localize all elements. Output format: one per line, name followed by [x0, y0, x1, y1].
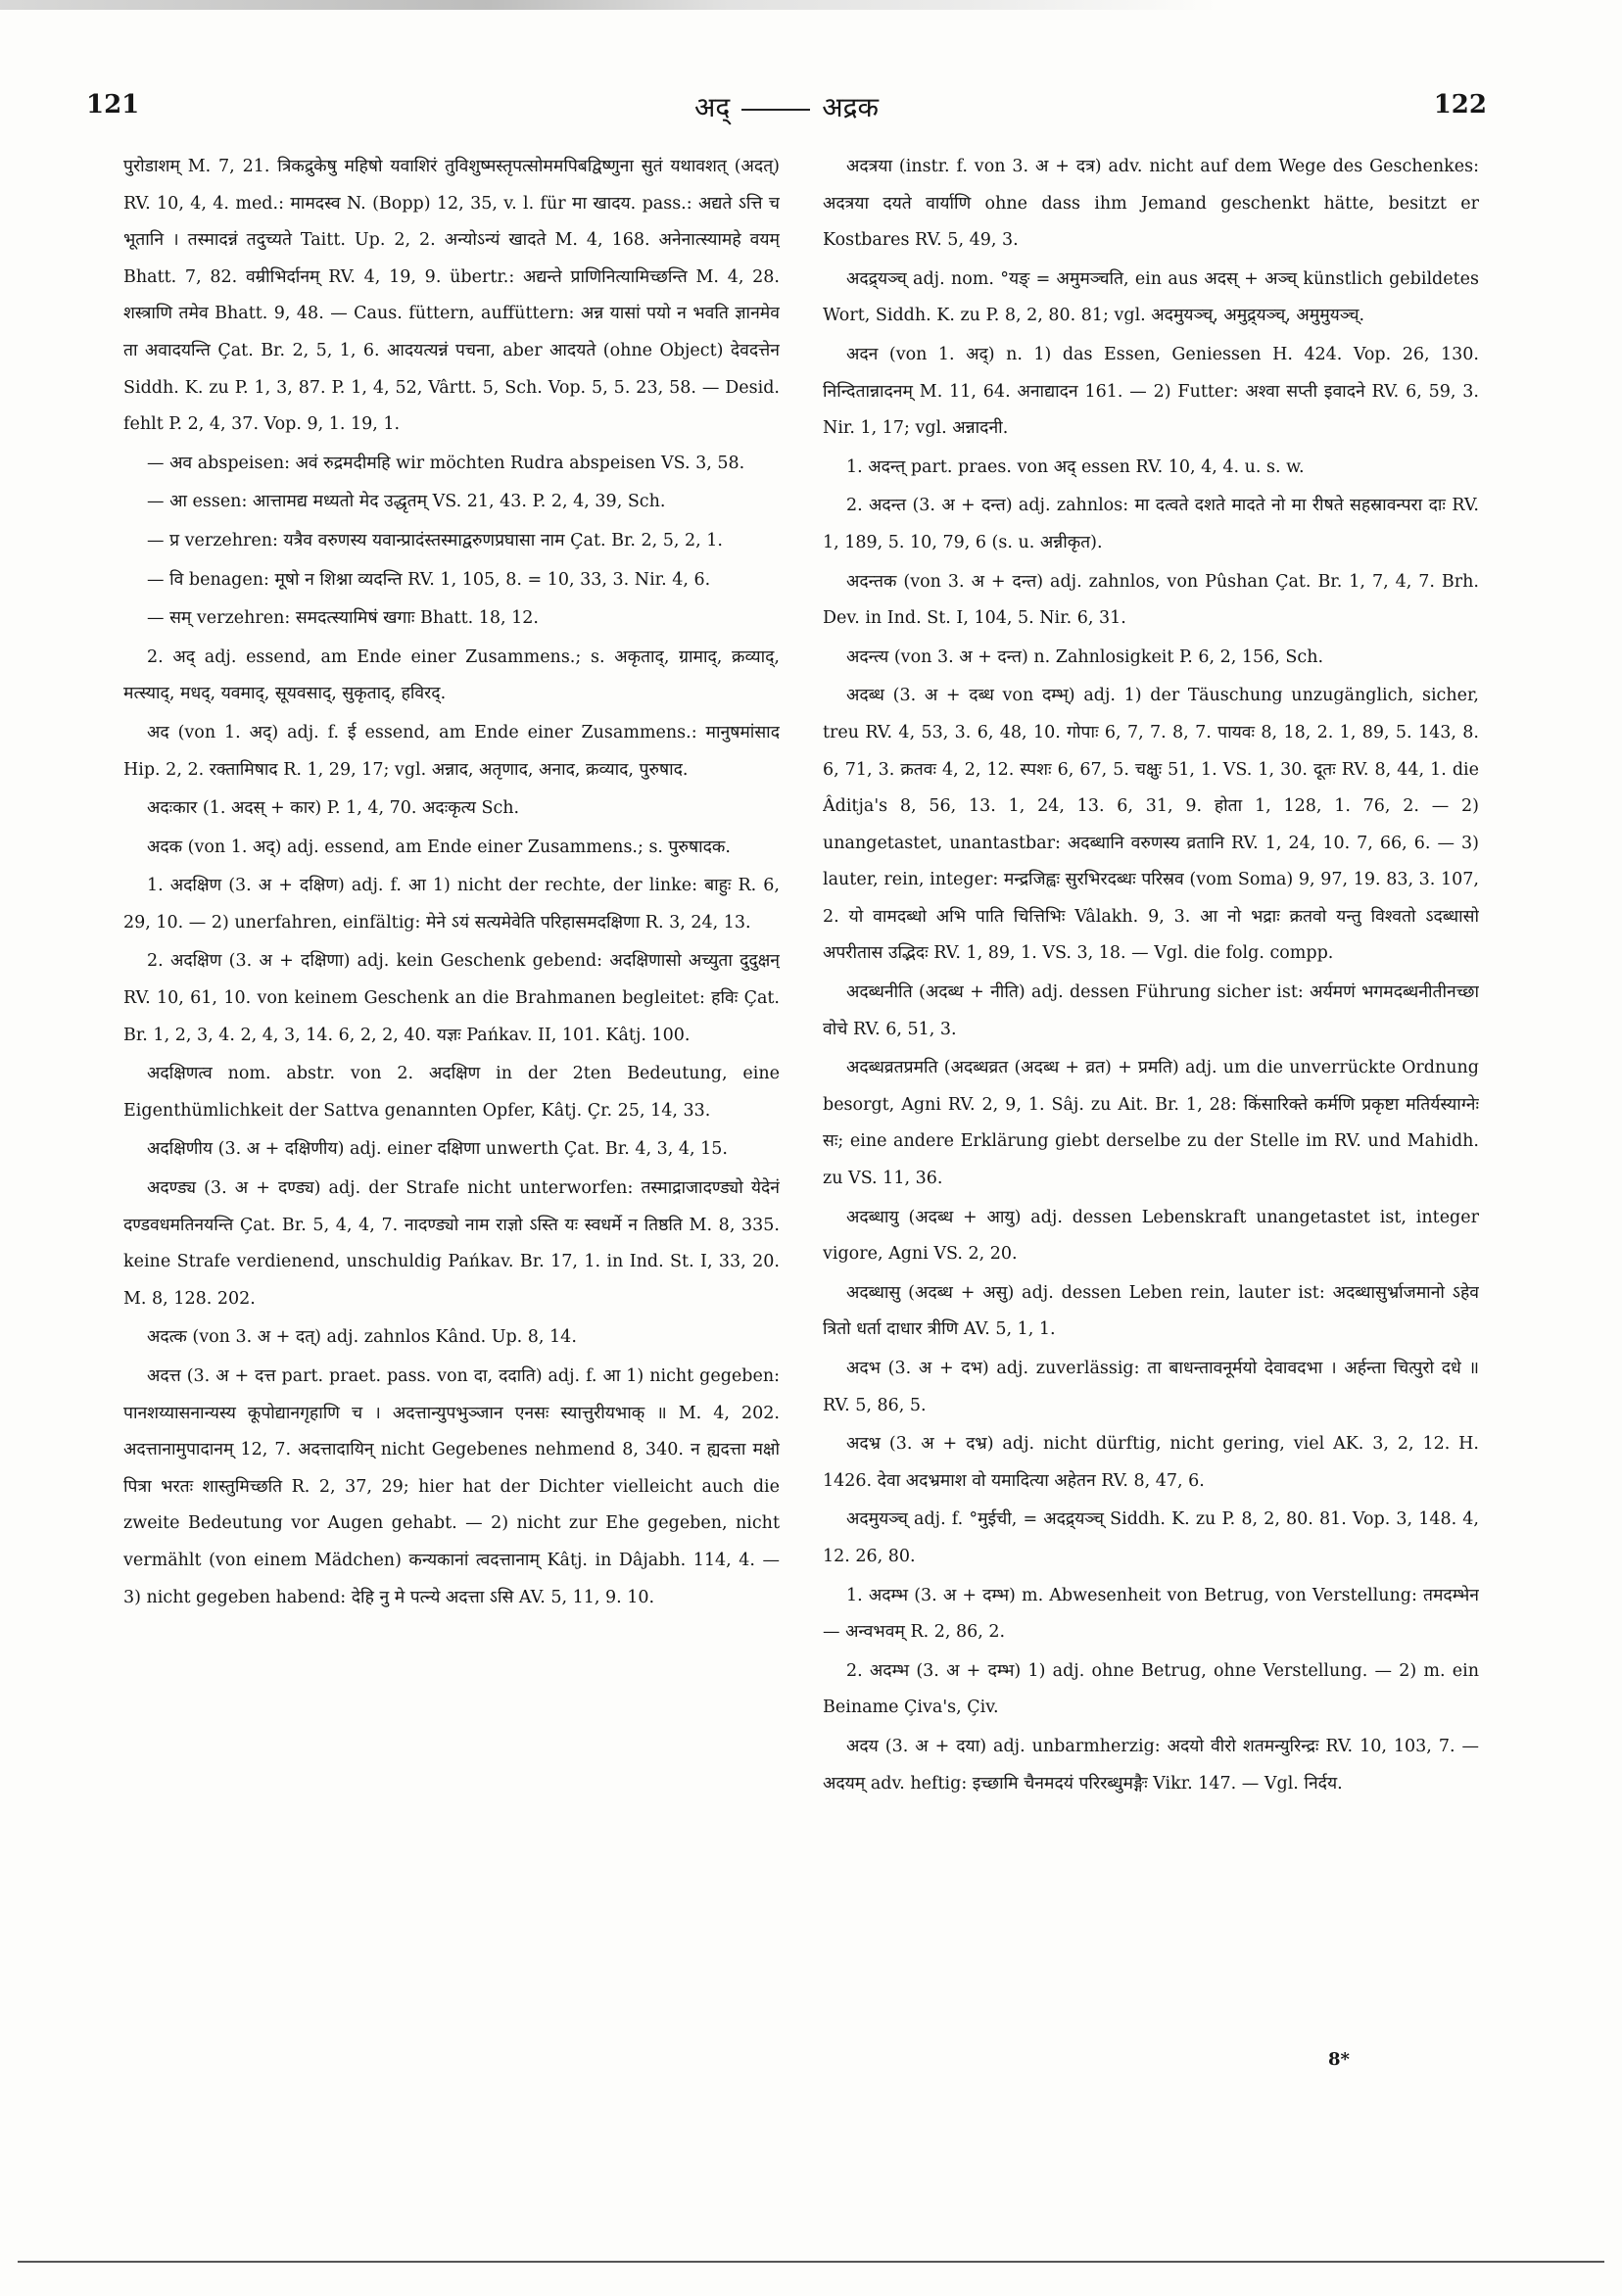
entry-paragraph: — आ essen: आत्तामद्य मध्यतो मेद उद्धृतम् VS. 21, 43. P. 2, 4, 39, Sch.	[147, 492, 666, 512]
entry-paragraph: अदण्ड्य (3. अ + दण्ड्य) adj. der Strafe nicht unterworfen: तस्माद्राजादण्ड्यो येदेनं दण्डवधमतिनयन्ति Çat. Br. 5, 4, 4, 7. नादण्ड्यो नाम राज्ञो ऽस्ति यः स्वधर्मे न तिष्ठति M. 8, 335. keine Strafe verdienend, unschuldig Pańkav. Br. 17, 1. in Ind. St. I, 33, 20. M. 8, 128. 202.	[123, 1178, 780, 1309]
running-headword	[86, 88, 1487, 125]
signature-mark: 8*	[1328, 2049, 1350, 2070]
entry-paragraph: 1. अदम्भ (3. अ + दम्भ) m. Abwesenheit von Betrug, von Verstellung: तमदम्भेन — अन्वभवम् R. 2, 86, 2.	[823, 1585, 1479, 1643]
entry-paragraph: अदन्त्य (von 3. अ + दन्त) n. Zahnlosigkeit P. 6, 2, 156, Sch.	[846, 646, 1324, 667]
entry-paragraph: अदक (von 1. अद्) adj. essend, am Ende einer Zusammens.; s. पुरुषादक.	[147, 837, 731, 857]
entry-paragraph: अदःकार (1. अदस् + कार) P. 1, 4, 70. अदःकृत्य Sch.	[147, 798, 520, 819]
entry-paragraph: — सम् verzehren: समदत्स्यामिषं खगाः Bhatt. 18, 12.	[147, 608, 539, 629]
entry-paragraph: अदभ्र (3. अ + दभ्र) adj. nicht dürftig, nicht gering, viel AK. 3, 2, 12. H. 1426. देवा अदभ्रमाश वो यमादित्या अहेतन RV. 8, 47, 6.	[823, 1434, 1479, 1491]
entry-paragraph: 2. अदम्भ (3. अ + दम्भ) 1) adj. ohne Betrug, ohne Verstellung. — 2) m. ein Beiname Çiva's, Çiv.	[823, 1660, 1479, 1718]
entry-paragraph: 1. अदन्त् part. praes. von अद् essen RV. 10, 4, 4. u. s. w.	[846, 456, 1305, 477]
entry-paragraph: 2. अदन्त (3. अ + दन्त) adj. zahnlos: मा दत्वते दशते मादते नो मा रीषते सहस्रावन्परा दाः RV. 1, 189, 5. 10, 79, 6 (s. u. अन्नीकृत).	[823, 496, 1479, 552]
entry-paragraph: अदन (von 1. अद्) n. 1) das Essen, Geniessen H. 424. Vop. 26, 130. निन्दितान्नादनम् M. 11, 64. अनाद्यादन 161. — 2) Futter: अश्वा सप्ती इवादने RV. 6, 59, 3. Nir. 1, 17; vgl. अन्नादनी.	[823, 344, 1479, 439]
headword-dash	[741, 109, 810, 111]
entry-paragraph: — प्र verzehren: यत्रैव वरुणस्य यवान्प्रादंस्तस्माद्वरुणप्रघासा नाम Çat. Br. 2, 5, 2, 1.	[147, 530, 723, 550]
entry-paragraph: अदब्धायु (अदब्ध + आयु) adj. dessen Lebenskraft unangetastet ist, integer vigore, Agni VS. 2, 20.	[823, 1207, 1479, 1265]
headword-from: अद्	[693, 91, 731, 123]
scan-edge-artifact	[0, 0, 1622, 10]
entry-paragraph: अदय (3. अ + दया) adj. unbarmherzig: अदयो वीरो शतमन्युरिन्द्रः RV. 10, 103, 7. — अदयम् adv. heftig: इच्छामि चैनमदयं परिरब्धुमङ्गैः Vikr. 147. — Vgl. निर्दय.	[823, 1736, 1479, 1794]
entry-paragraph: पुरोडाशम् M. 7, 21. त्रिकद्रुकेषु महिषो यवाशिरं तुविशुष्मस्तृपत्सोममपिबद्विष्णुना सुतं यथावशत् (अदत्) RV. 10, 4, 4. med.: मामदस्व N. (Bopp) 12, 35, v. l. für मा खादय. pass.: अद्यते ऽत्ति च भूतानि । तस्मादन्नं तदुच्यते Taitt. Up. 2, 2. अन्योऽन्यं खादते M. 4, 168. अनेनात्स्यामहे वयम् Bhatt. 7, 82. वम्रीभिर्दानम् RV. 4, 19, 9. übertr.: अद्यन्ते प्राणिनित्यामिच्छन्ति M. 4, 28. शस्त्राणि तमेव Bhatt. 9, 48. — Caus. füttern, auffüttern: अन्न यासां पयो न भवति ज्ञानमेव ता अवादयन्ति Çat. Br. 2, 5, 1, 6. आदयत्यन्नं पचना, aber आदयते (ohne Object) देवदत्तेन Siddh. K. zu P. 1, 3, 87. P. 1, 4, 52, Vârtt. 5, Sch. Vop. 5, 5. 23, 58. — Desid. fehlt P. 2, 4, 37. Vop. 9, 1. 19, 1.	[123, 157, 780, 435]
entry-paragraph: 2. अदक्षिण (3. अ + दक्षिणा) adj. kein Geschenk gebend: अदक्षिणासो अच्युता दुदुक्षन् RV. 10, 61, 10. von keinem Geschenk an die Brahmanen begleitet: हविः Çat. Br. 1, 2, 3, 4. 2, 4, 3, 14. 6, 2, 2, 40. यज्ञः Pańkav. II, 101. Kâtj. 100.	[123, 951, 780, 1045]
entry-paragraph: — वि benagen: मूषो न शिश्ना व्यदन्ति RV. 1, 105, 8. = 10, 33, 3. Nir. 4, 6.	[147, 569, 711, 590]
entry-paragraph: अदभ (3. अ + दभ) adj. zuverlässig: ता बाधन्तावनूर्मयो देवावदभा । अर्हन्ता चित्पुरो दधे ॥ RV. 5, 86, 5.	[823, 1359, 1479, 1415]
entry-paragraph: अदब्धनीति (अदब्ध + नीति) adj. dessen Führung sicher ist: अर्यमणं भगमदब्धनीतीनच्छा वोचे RV. 6, 51, 3.	[823, 982, 1479, 1039]
right-column	[823, 149, 1479, 2039]
entry-paragraph: अदत्क (von 3. अ + दत्) adj. zahnlos Kând. Up. 8, 14.	[147, 1327, 577, 1348]
entry-paragraph: अदद्र्यञ्च् adj. nom. °यङ् = अमुमञ्चति, ein aus अदस् + अञ्च् künstlich gebildetes Wort, Siddh. K. zu P. 8, 2, 80. 81; vgl. अदमुयञ्च्, अमुद्र्यञ्च्, अमुमुयञ्च्.	[823, 268, 1479, 326]
entry-paragraph: अदन्तक (von 3. अ + दन्त) adj. zahnlos, von Pûshan Çat. Br. 1, 7, 4, 7. Brh. Dev. in Ind. St. I, 104, 5. Nir. 6, 31.	[823, 571, 1479, 629]
entry-paragraph: अदब्धासु (अदब्ध + असु) adj. dessen Leben rein, lauter ist: अदब्धासुर्भ्राजमानो ऽहेव त्रितो धर्ता दाधार त्रीणि AV. 5, 1, 1.	[823, 1282, 1479, 1340]
entry-paragraph: अदमुयञ्च् adj. f. °मुईची, = अदद्र्यञ्च् Siddh. K. zu P. 8, 2, 80. 81. Vop. 3, 148. 4, 12. 26, 80.	[823, 1509, 1479, 1566]
entry-paragraph: अदब्धव्रतप्रमति (अदब्धव्रत (अदब्ध + व्रत) + प्रमति) adj. um die unverrückte Ordnung besorgt, Agni RV. 2, 9, 1. Sâj. zu Ait. Br. 1, 28: किंसारिक्ते कर्मणि प्रकृष्टा मतिर्यस्याग्नेः सः; eine andere Erklärung giebt derselbe zu der Stelle im RV. und Mahidh. zu VS. 11, 36.	[823, 1058, 1479, 1189]
entry-paragraph: अदत्रया (instr. f. von 3. अ + दत्र) adv. nicht auf dem Wege des Geschenkes: अदत्रया दयते वार्याणि ohne dass ihm Jemand geschenkt hätte, besitzt er Kostbares RV. 5, 49, 3.	[823, 157, 1479, 251]
entry-paragraph: अदब्ध (3. अ + दब्ध von दम्भ्) adj. 1) der Täuschung unzugänglich, sicher, treu RV. 4, 53, 3. 6, 48, 10. गोपाः 6, 7, 7. 8, 7. पायवः 8, 18, 2. 1, 89, 5. 143, 8. 6, 71, 3. क्रतवः 4, 2, 12. स्पशः 6, 67, 5. चक्षुः 51, 1. VS. 1, 30. दूतः RV. 8, 44, 1. die Âditja's 8, 56, 13. 1, 24, 13. 6, 31, 9. होता 1, 128, 1. 76, 2. — 2) unangetastet, unantastbar: अदब्धानि वरुणस्य व्रतानि RV. 1, 24, 10. 7, 66, 6. — 3) lauter, rein, integer: मन्द्रजिह्वः सुरभिरदब्धः परिस्रव (vom Soma) 9, 97, 19. 83, 3. 107, 2. यो वामदब्धो अभि पाति चित्तिभिः Vâlakh. 9, 3. आ नो भद्राः क्रतवो यन्तु विश्वतो ऽदब्धासो अपरीतास उद्भिदः RV. 1, 89, 1. VS. 3, 18. — Vgl. die folg. compp.	[823, 686, 1479, 964]
entry-paragraph: — अव abspeisen: अवं रुद्रमदीमहि wir möchten Rudra abspeisen VS. 3, 58.	[147, 453, 745, 473]
entry-paragraph: अदक्षिणत्व nom. abstr. von 2. अदक्षिण in der 2ten Bedeutung, eine Eigenthümlichkeit der Sattva genannten Opfer, Kâtj. Çr. 25, 14, 33.	[123, 1064, 780, 1121]
entry-paragraph: अदत्त (3. अ + दत्त part. praet. pass. von दा, ददाति) adj. f. आ 1) nicht gegeben: पानशय्यासनान्यस्य कूपोद्यानगृहाणि च । अदत्तान्युपभुञ्जान एनसः स्यात्तुरीयभाक् ॥ M. 4, 202. अदत्तानामुपादानम् 12, 7. अदत्तादायिन् nicht Gegebenes nehmend 8, 340. न ह्यदत्ता मक्षो पित्रा भरतः शास्तुमिच्छति R. 2, 37, 29; hier hat der Dichter vielleicht auch die zweite Bedeutung vor Augen gehabt. — 2) nicht zur Ehe gegeben, nicht vermählt (von einem Mädchen) कन्यकानां त्वदत्तानाम् Kâtj. in Dâjabh. 114, 4. — 3) nicht gegeben habend: देहि नु मे पत्न्ये अदत्ता ऽसि AV. 5, 11, 9. 10.	[123, 1366, 780, 1607]
entry-paragraph: अद (von 1. अद्) adj. f. ई essend, am Ende einer Zusammens.: मानुषमांसाद Hip. 2, 2. रक्तामिषाद R. 1, 29, 17; vgl. अन्नाद, अतृणाद, अनाद, क्रव्याद, पुरुषाद.	[123, 722, 780, 780]
entry-paragraph: अदक्षिणीय (3. अ + दक्षिणीय) adj. einer दक्षिणा unwerth Çat. Br. 4, 3, 4, 15.	[147, 1139, 728, 1160]
bottom-rule	[18, 2261, 1604, 2263]
entry-paragraph: 1. अदक्षिण (3. अ + दक्षिण) adj. f. आ 1) nicht der rechte, der linke: बाहुः R. 6, 29, 10. — 2) unerfahren, einfältig: मेने ऽयं सत्यमेवेति परिहासमदक्षिणा R. 3, 24, 13.	[123, 876, 780, 933]
headword-to: अद्रक	[822, 91, 880, 123]
left-page-number: 121	[86, 90, 140, 120]
entry-paragraph: 2. अद् adj. essend, am Ende einer Zusammens.; s. अकृताद्, ग्रामाद्, क्रव्याद्, मत्स्याद्, मधद्, यवमाद्, सूयवसाद्, सुकृताद्, हविरद्.	[123, 646, 780, 704]
page-header	[86, 90, 1487, 129]
left-column	[123, 149, 780, 2039]
right-page-number: 122	[1433, 90, 1487, 120]
